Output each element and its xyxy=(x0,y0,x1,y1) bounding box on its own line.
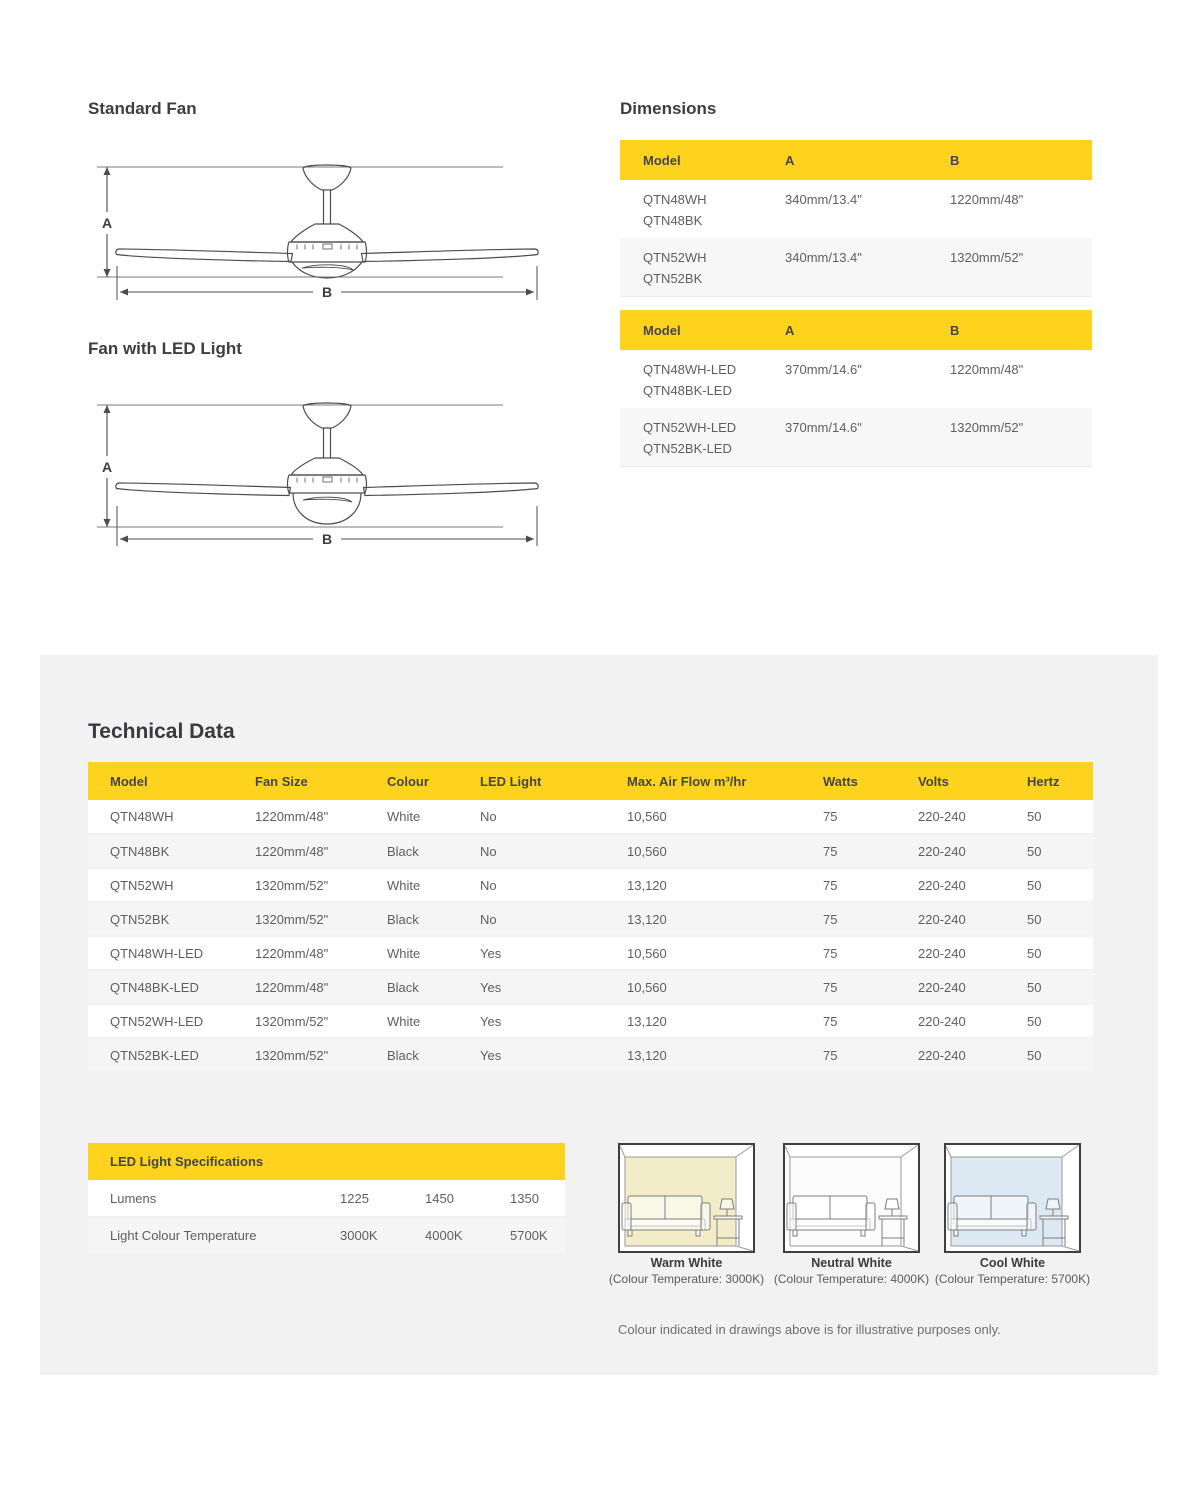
swatch-name: Warm White xyxy=(650,1256,723,1270)
table-row: QTN52BK-LED 1320mm/52" Black Yes 13,120 75 220-240 50 xyxy=(88,1038,1093,1072)
room-drawing xyxy=(783,1143,920,1253)
col-model: Model xyxy=(620,310,762,350)
col-model: Model xyxy=(88,762,233,800)
dim-b-cell: 1320mm/52" xyxy=(927,408,1092,466)
dimension-a-label: A xyxy=(101,215,113,231)
left-blade xyxy=(116,249,293,262)
table-row xyxy=(620,350,1092,408)
col-fan-size: Fan Size xyxy=(233,762,365,800)
table-row: Light Colour Temperature 3000K 4000K 5700K xyxy=(88,1217,565,1254)
model-cell: QTN52BK-LED xyxy=(643,441,732,456)
spec-label: Lumens xyxy=(88,1180,318,1217)
col-volts: Volts xyxy=(896,762,1005,800)
dim-b-cell: 1320mm/52" xyxy=(927,238,1092,296)
table-row xyxy=(620,238,1092,296)
swatch-subtitle: (Colour Temperature: 5700K) xyxy=(934,1272,1091,1286)
arrow-up xyxy=(104,405,111,413)
col-hertz: Hertz xyxy=(1005,762,1093,800)
table-row: QTN48BK 1220mm/48" Black No 10,560 75 220-240 50 xyxy=(88,834,1093,868)
table-row: QTN48WH 1220mm/48" White No 10,560 75 220-240 50 xyxy=(88,800,1093,834)
dimensions-table-led xyxy=(620,310,1092,467)
fan-body xyxy=(116,165,538,278)
room-drawing xyxy=(944,1143,1081,1253)
table-row xyxy=(620,408,1092,466)
led-fan-diagram xyxy=(75,396,545,552)
room-illustration-neutral xyxy=(783,1143,920,1253)
model-cell: QTN48BK xyxy=(643,213,703,228)
light-dome xyxy=(293,493,361,524)
col-b: B xyxy=(927,140,1092,180)
dim-a-cell: 340mm/13.4" xyxy=(762,238,927,296)
dim-b-cell: 1220mm/48" xyxy=(950,362,1024,377)
table-row: QTN52BK 1320mm/52" Black No 13,120 75 220-240 50 xyxy=(88,902,1093,936)
dim-a-cell: 370mm/14.6" xyxy=(785,362,862,377)
right-blade xyxy=(362,249,539,262)
sofa xyxy=(622,1196,710,1236)
table-header-row xyxy=(88,1143,565,1180)
right-blade xyxy=(364,483,539,496)
arrow-right xyxy=(526,289,534,296)
arrow-left xyxy=(120,536,128,543)
dimensions-heading: Dimensions xyxy=(620,99,717,118)
swatch-subtitle: (Colour Temperature: 4000K) xyxy=(773,1272,930,1286)
fan-led-heading: Fan with LED Light xyxy=(88,339,242,358)
table-row: QTN48WH-LED 1220mm/48" White Yes 10,560 75 220-240 50 xyxy=(88,936,1093,970)
room-illustration-warm xyxy=(618,1143,755,1253)
swatch-neutral-white xyxy=(769,1143,934,1286)
fan-body xyxy=(116,403,538,524)
arrow-right xyxy=(526,536,534,543)
model-cell: QTN48WH-LED xyxy=(643,362,737,377)
standard-fan-heading: Standard Fan xyxy=(88,99,197,118)
technical-data-table xyxy=(88,762,1093,1073)
col-a: A xyxy=(762,310,927,350)
sofa xyxy=(948,1196,1036,1236)
room-drawing xyxy=(618,1143,755,1253)
led-specs-title: LED Light Specifications xyxy=(88,1143,565,1180)
swatch-name: Neutral White xyxy=(811,1256,892,1270)
arrow-down xyxy=(104,519,111,527)
model-cell: QTN48WH xyxy=(643,192,707,207)
col-b: B xyxy=(927,310,1092,350)
table-header-row xyxy=(620,140,1092,180)
arrow-down xyxy=(104,269,111,277)
technical-data-heading: Technical Data xyxy=(88,720,235,743)
table-header-row xyxy=(88,762,1093,800)
dimensions-table-standard xyxy=(620,140,1092,297)
dim-b-cell: 1220mm/48" xyxy=(950,192,1024,207)
model-cell: QTN52WH xyxy=(643,250,707,265)
spec-label: Light Colour Temperature xyxy=(88,1217,318,1254)
col-a: A xyxy=(762,140,927,180)
swatch-warm-white xyxy=(604,1143,769,1286)
col-watts: Watts xyxy=(801,762,896,800)
dimension-b-label: B xyxy=(321,531,333,547)
arrow-up xyxy=(104,167,111,175)
dim-a-cell: 370mm/14.6" xyxy=(762,408,927,466)
standard-fan-diagram xyxy=(75,158,545,306)
col-model: Model xyxy=(620,140,762,180)
arrow-left xyxy=(120,289,128,296)
table-row: QTN48BK-LED 1220mm/48" Black Yes 10,560 75 220-240 50 xyxy=(88,970,1093,1004)
model-cell: QTN48BK-LED xyxy=(643,383,732,398)
col-led-light: LED Light xyxy=(458,762,605,800)
left-blade xyxy=(116,483,291,496)
sofa xyxy=(787,1196,875,1236)
table-row: QTN52WH-LED 1320mm/52" White Yes 13,120 75 220-240 50 xyxy=(88,1004,1093,1038)
dimension-b-label: B xyxy=(321,284,333,300)
swatch-subtitle: (Colour Temperature: 3000K) xyxy=(608,1272,765,1286)
swatch-name: Cool White xyxy=(979,1256,1046,1270)
dim-a-cell: 340mm/13.4" xyxy=(785,192,862,207)
table-row xyxy=(620,180,1092,238)
model-cell: QTN52BK xyxy=(643,271,703,286)
table-header-row xyxy=(620,310,1092,350)
col-airflow: Max. Air Flow m³/hr xyxy=(605,762,801,800)
room-illustration-cool xyxy=(944,1143,1081,1253)
table-row: Lumens 1225 1450 1350 xyxy=(88,1180,565,1217)
col-colour: Colour xyxy=(365,762,458,800)
colour-disclaimer-note: Colour indicated in drawings above is for illustrative purposes only. xyxy=(618,1322,1001,1337)
model-cell: QTN52WH-LED xyxy=(643,420,737,435)
swatch-cool-white xyxy=(930,1143,1095,1286)
dimension-a-label: A xyxy=(101,459,113,475)
led-specs-table xyxy=(88,1143,565,1255)
table-row: QTN52WH 1320mm/52" White No 13,120 75 220-240 50 xyxy=(88,868,1093,902)
